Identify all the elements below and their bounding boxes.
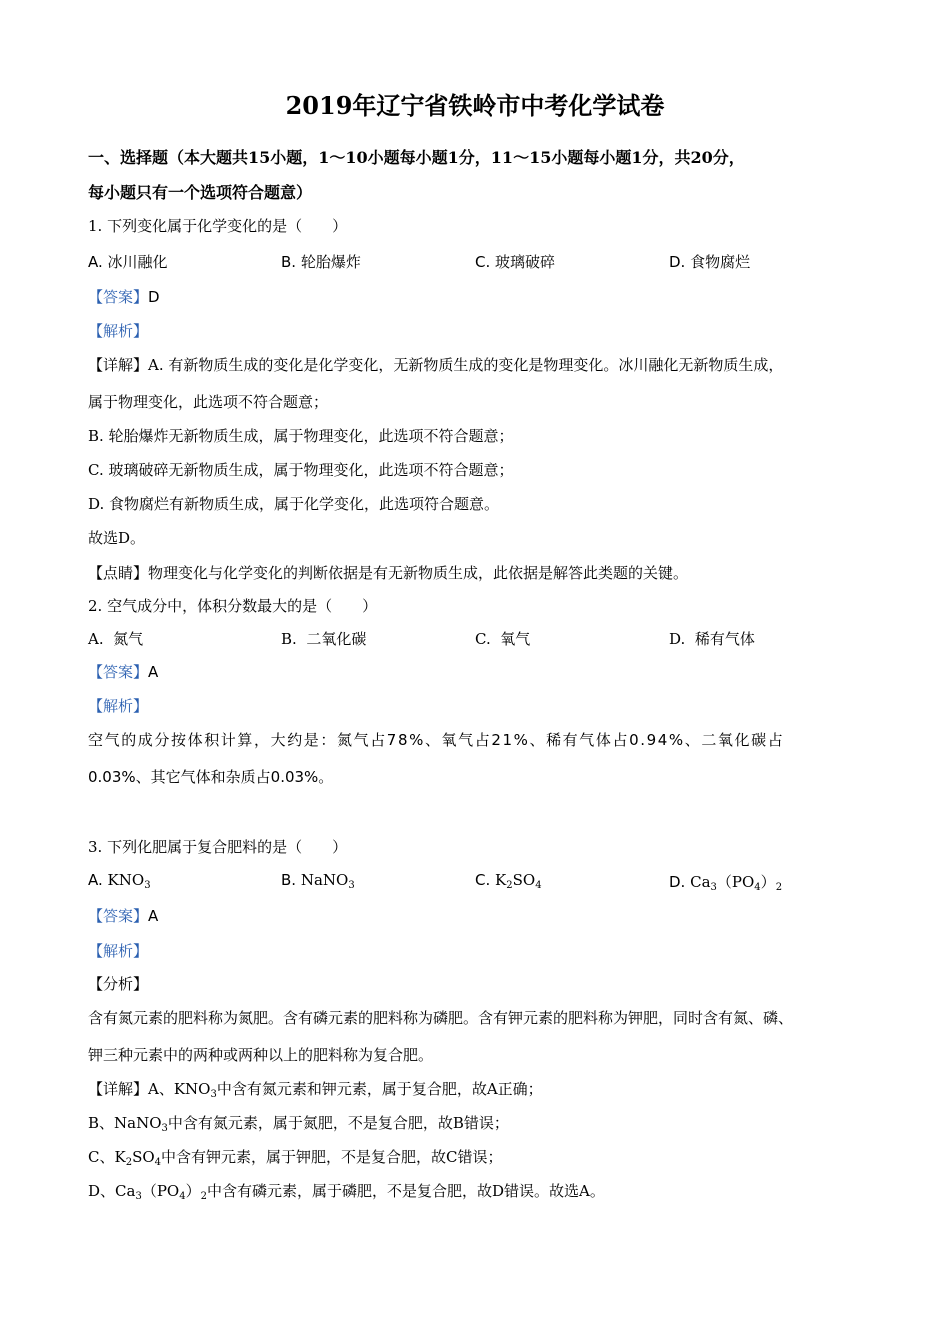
q3-fenxi-label: 【分析】	[88, 975, 149, 993]
q2-answer	[88, 661, 158, 682]
q3-answer-value: A	[148, 907, 159, 925]
q3-detail-d-pre: D、Ca	[88, 1182, 136, 1200]
q3-option-c-text-b: SO	[512, 871, 536, 889]
q3-detail-d-sub1: 3	[135, 1191, 142, 1202]
q2-option-d-text: 稀有气体	[694, 630, 755, 648]
q2-option-b	[281, 628, 366, 649]
q3-option-d-letter: D.	[669, 873, 686, 891]
q2-option-c-text: 氧气	[500, 630, 531, 648]
q3-option-d	[669, 871, 782, 892]
q3-detail-c-sub1: 2	[125, 1157, 133, 1168]
q1-option-c-text: 玻璃破碎	[495, 253, 556, 271]
page-title: 2019年辽宁省铁岭市中考化学试卷	[285, 91, 665, 120]
q3-option-a-formula	[108, 871, 151, 889]
q3-option-b-sub: 3	[348, 880, 355, 891]
q3-option-c-formula	[495, 871, 542, 889]
q3-option-d-text-a: Ca	[690, 873, 711, 891]
q3-detail-b-sub: 3	[161, 1123, 168, 1134]
section-heading-line2: 每小题只有一个选项符合题意）	[88, 183, 313, 202]
q3-detail-c-mid: SO	[132, 1148, 155, 1166]
q1-analysis-label: 【解析】	[88, 322, 149, 340]
q1-option-b	[281, 251, 361, 272]
q3-option-d-sub-b: 4	[754, 882, 761, 893]
q3-detail-b-pre: B、NaNO	[88, 1114, 162, 1132]
q2-analysis-label: 【解析】	[88, 697, 149, 715]
q3-detail-c	[88, 1146, 503, 1167]
q2-option-d-letter: D.	[669, 630, 686, 648]
q1-option-c-letter: C.	[475, 253, 491, 271]
q3-detail-c-post: 中含有钾元素，属于钾肥，不是复合肥，故C错误；	[161, 1148, 503, 1166]
q1-option-b-letter: B.	[281, 253, 297, 271]
q2-option-b-text: 二氧化碳	[306, 630, 367, 648]
q2-explain-line1: 空气的成分按体积计算，大约是：氮气占78%、氧气占21%、稀有气体占0.94%、二氧化碳占	[88, 731, 785, 749]
q1-question: 1. 下列变化属于化学变化的是（ ）	[88, 217, 348, 235]
q3-detail-d-sub3: 2	[200, 1191, 207, 1202]
q3-detail-d	[88, 1180, 605, 1201]
q3-detail-d-mid2: ）	[185, 1182, 201, 1200]
q3-detail-a	[88, 1078, 543, 1099]
q1-detail-line2: 属于物理变化，此选项不符合题意；	[88, 393, 329, 411]
q2-answer-value: A	[148, 663, 159, 681]
q3-option-c-letter: C.	[475, 871, 491, 889]
q3-option-c-text-a: K	[495, 871, 507, 889]
q3-option-b-letter: B.	[281, 871, 297, 889]
q2-option-c	[475, 628, 530, 649]
q3-detail-a-pre: 【详解】A、KNO	[88, 1080, 211, 1098]
q3-option-d-text-c: ）	[760, 873, 776, 891]
q2-option-c-letter: C.	[475, 630, 491, 648]
q3-option-d-formula	[690, 873, 782, 891]
q1-option-d-text: 食物腐烂	[690, 253, 751, 271]
q3-option-d-sub-c: 2	[775, 882, 783, 893]
q1-detail-c: C. 玻璃破碎无新物质生成，属于物理变化，此选项不符合题意；	[88, 461, 514, 479]
q3-fenxi-line2: 钾三种元素中的两种或两种以上的肥料称为复合肥。	[88, 1046, 434, 1064]
q2-option-d	[669, 628, 755, 649]
q3-detail-b-post: 中含有氮元素，属于氮肥，不是复合肥，故B错误；	[167, 1114, 509, 1132]
q3-detail-a-post: 中含有氮元素和钾元素，属于复合肥，故A正确；	[216, 1080, 543, 1098]
q3-option-a	[88, 871, 151, 889]
q2-option-a	[88, 628, 143, 649]
q3-detail-c-pre: C、K	[88, 1148, 126, 1166]
q2-question: 2. 空气成分中，体积分数最大的是（ ）	[88, 597, 378, 615]
q3-option-b-formula	[301, 871, 355, 889]
q2-option-a-letter: A.	[88, 630, 104, 648]
q2-explain-line2: 0.03%、其它气体和杂质占0.03%。	[88, 768, 334, 786]
q3-detail-d-sub2: 4	[179, 1191, 186, 1202]
q3-fenxi-line1: 含有氮元素的肥料称为氮肥。含有磷元素的肥料称为磷肥。含有钾元素的肥料称为钾肥，同时含有氮、磷、	[88, 1009, 794, 1027]
q3-detail-d-mid: （PO	[141, 1182, 180, 1200]
q3-option-a-letter: A.	[88, 871, 103, 889]
q1-option-a-text: 冰川融化	[107, 253, 168, 271]
q1-answer-value: D	[148, 288, 160, 306]
q2-option-b-letter: B.	[281, 630, 297, 648]
q3-option-c-sub-a: 2	[506, 880, 513, 891]
q2-option-a-text: 氮气	[113, 630, 144, 648]
q1-comment: 【点睛】物理变化与化学变化的判断依据是有无新物质生成，此依据是解答此类题的关键。	[88, 564, 689, 582]
q2-answer-label: 【答案】	[88, 663, 149, 681]
q3-option-b	[281, 871, 355, 889]
q3-option-d-sub-a: 3	[710, 882, 717, 893]
q3-answer	[88, 905, 158, 926]
q3-detail-b	[88, 1112, 509, 1133]
q1-detail-d: D. 食物腐烂有新物质生成，属于化学变化，此选项符合题意。	[88, 495, 500, 513]
q1-option-d	[669, 251, 750, 272]
q1-detail-b: B. 轮胎爆炸无新物质生成，属于物理变化，此选项不符合题意；	[88, 427, 514, 445]
q1-option-a	[88, 251, 168, 272]
q3-detail-d-post: 中含有磷元素，属于磷肥，不是复合肥，故D错误。故选A。	[206, 1182, 605, 1200]
q3-option-a-text: KNO	[107, 871, 145, 889]
q3-option-c	[475, 871, 542, 889]
q3-option-a-sub: 3	[144, 880, 151, 891]
q3-option-b-text: NaNO	[300, 871, 349, 889]
q1-detail-line1: 【详解】A. 有新物质生成的变化是化学变化，无新物质生成的变化是物理变化。冰川融化无新物质生成，	[88, 356, 784, 374]
q3-option-d-text-b: （PO	[716, 873, 755, 891]
q1-option-c	[475, 251, 555, 272]
q1-option-b-text: 轮胎爆炸	[300, 253, 361, 271]
q3-option-c-sub-b: 4	[535, 880, 542, 891]
q1-conclusion: 故选D。	[88, 529, 146, 547]
q3-detail-c-sub2: 4	[154, 1157, 162, 1168]
q1-answer-label: 【答案】	[88, 288, 149, 306]
q1-option-a-letter: A.	[88, 253, 103, 271]
q3-question: 3. 下列化肥属于复合肥料的是（ ）	[88, 838, 348, 856]
q1-answer	[88, 286, 160, 307]
section-heading-line1: 一、选择题（本大题共15小题，1～10小题每小题1分，11～15小题每小题1分，共20分，	[88, 148, 745, 167]
q3-analysis-label: 【解析】	[88, 942, 149, 960]
q3-detail-a-sub: 3	[210, 1089, 217, 1100]
q1-option-d-letter: D.	[669, 253, 686, 271]
q3-answer-label: 【答案】	[88, 907, 149, 925]
